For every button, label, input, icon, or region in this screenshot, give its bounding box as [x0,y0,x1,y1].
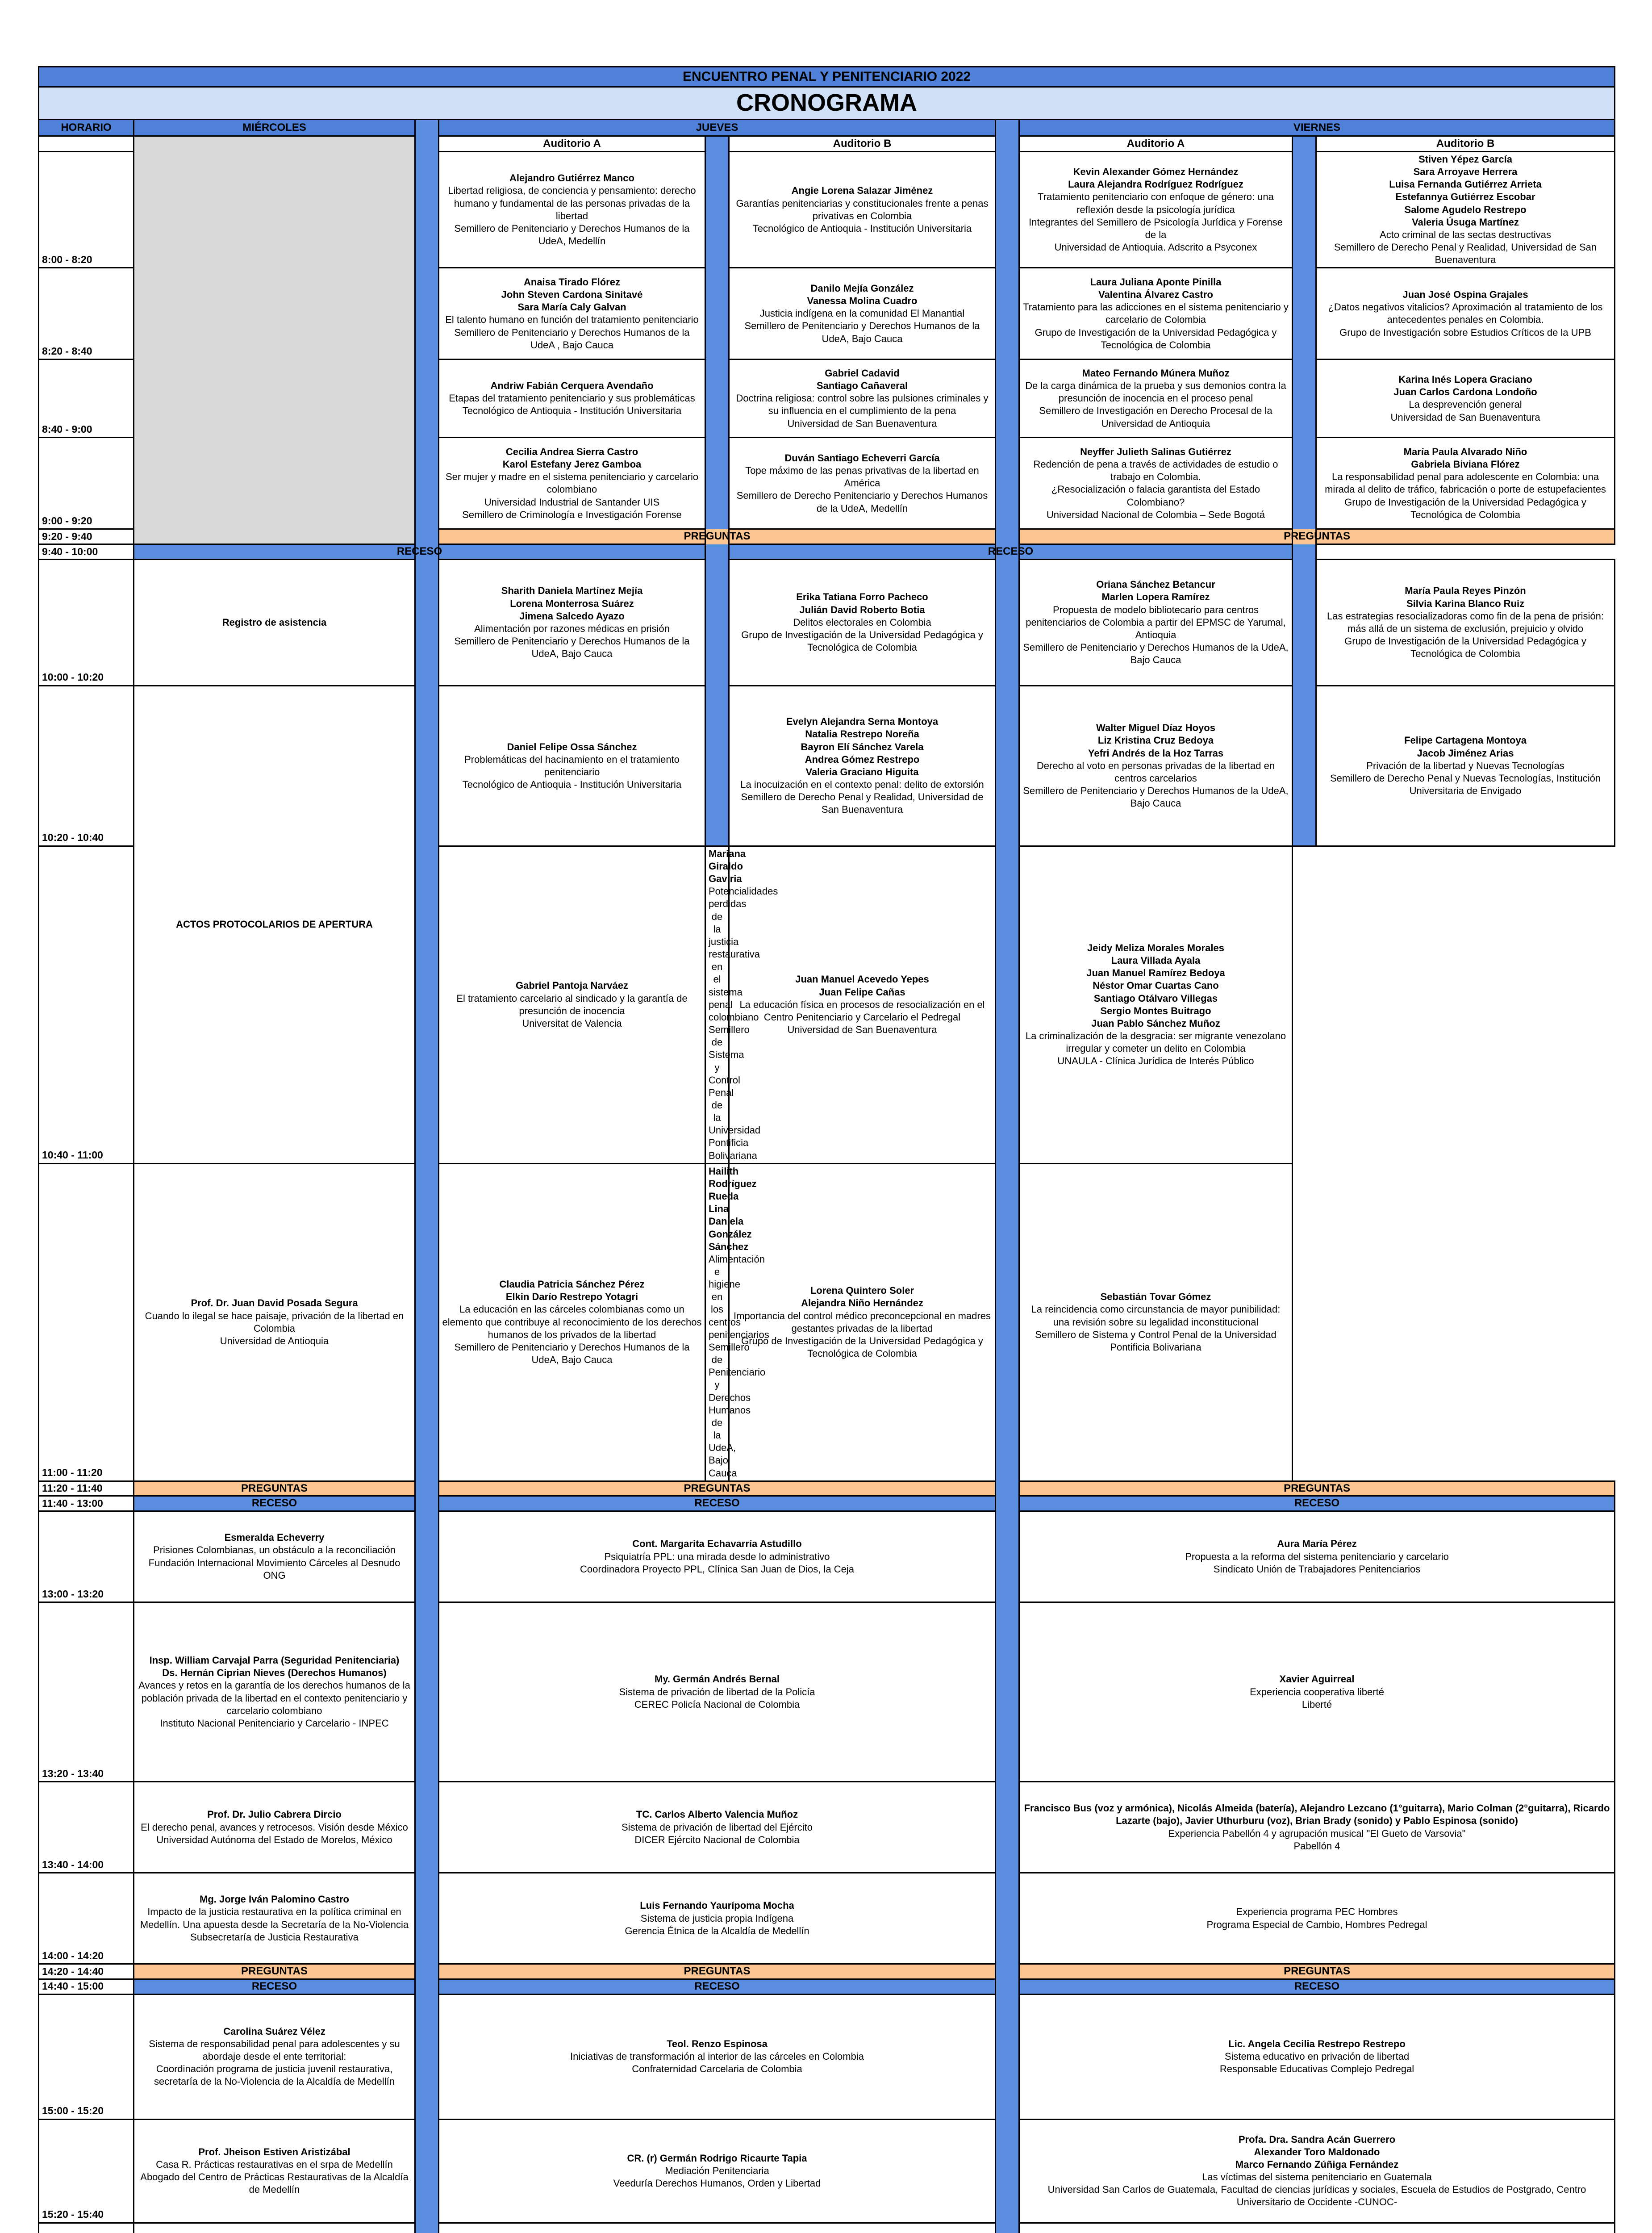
actos-apertura: ACTOS PROTOCOLARIOS DE APERTURA [134,686,415,1163]
thu-aud-b-talk [729,152,996,268]
thu-aud-b-talk [705,846,778,1163]
schedule-row [39,1994,1615,2119]
thu-talk [439,1511,996,1602]
thu-rec: RECESO [134,544,705,560]
thu-talk [439,1602,996,1782]
talk-details: Avances y retos en la garantía de los derechos humanos de la población privada de la libertad en el contexto penitenciario y carcelario colombiano Instituto Nacional Penitenciario y Carcelario - INPEC [138,1680,410,1729]
speaker-names: CR. (r) Germán Rodrigo Ricaurte Tapia [627,2152,807,2164]
talk-details: Ser mujer y madre en el sistema penitenciario y carcelario colombiano Universidad Industrial de Santander UIS Semillero de Criminología e Investigación Forense [445,471,699,520]
talk-details: La criminalización de la desgracia: ser migrante venezolano irregular y cometer un delito en Colombia UNAULA - Clínica Jurídica de Interés Público [1025,1030,1286,1067]
col-miercoles: MIÉRCOLES [134,120,415,136]
schedule-row [39,2119,1615,2223]
talk-details: Sistema de privación de libertad de la Policía CEREC Policía Nacional de Colombia [619,1686,815,1710]
speaker-names: Cecilia Andrea Sierra Castro Karol Estefany Jerez Gamboa [502,446,642,470]
wed-talk [134,1602,415,1782]
wed-rec: RECESO [134,1979,415,1994]
col-viernes: VIERNES [1019,120,1615,136]
thu-aud-b-talk [729,686,996,846]
schedule-row [39,1602,1615,1782]
speaker-names: Kevin Alexander Gómez Hernández Laura Alejandra Rodríguez Rodríguez [1068,166,1243,190]
wed-preg: PREGUNTAS [134,1964,415,1979]
time-slot: 11:20 - 11:40 [39,1481,134,1496]
fri-aud-b-talk [1019,1163,1293,1481]
fri-aud-b-talk [1316,360,1615,438]
wed-talk [134,1782,415,1873]
speaker-names: Oriana Sánchez Betancur Marlen Lopera Ramírez [1096,579,1215,603]
wed-talk [134,2119,415,2223]
time-slot [39,2223,134,2233]
schedule-row [39,1964,1615,1979]
fri-aud-a-talk [729,1163,996,1481]
thu-aud-a-talk [439,846,705,1163]
thu-aud-a: Auditorio A [439,136,705,152]
schedule-row [39,1511,1615,1602]
speaker-names: Teol. Renzo Espinosa [667,2038,768,2049]
speaker-names: My. Germán Andrés Bernal [655,1673,780,1685]
thu-aud-b-talk [729,268,996,360]
fri-aud-a-talk [1019,438,1293,529]
schedule-row [39,1873,1615,1964]
fri-aud-b-talk [1316,559,1615,686]
thu-rec: RECESO [439,1979,996,1994]
speaker-names: Juan Manuel Acevedo Yepes Juan Felipe Cañas [795,974,929,998]
day-header-row [39,120,1615,136]
fri-talk [1019,1511,1615,1602]
col-jueves: JUEVES [439,120,996,136]
separator-thu [996,120,1019,2233]
thu-aud-a-talk [439,360,705,438]
fri-aud-a-talk [1019,360,1293,438]
thu-talk [439,1994,996,2119]
thu-preg: PREGUNTAS [439,529,996,544]
auditorium-header-row [39,136,1615,152]
talk-details: Casa R. Prácticas restaurativas en el srpa de Medellín Abogado del Centro de Prácticas Restaurativas de la Alcaldía de Medellín [140,2158,409,2195]
fri-rec: RECESO [1019,1496,1615,1511]
talk-details: ¿Datos negativos vitalicios? Aproximación al tratamiento de los antecedentes penales en Colombia. Grupo de Investigación sobre Estudios Críticos de la UPB [1328,301,1603,338]
talk-details: La responsabilidad penal para adolescente en Colombia: una mirada al delito de tráfico, fabricación o porte de estupefacientes Grupo de Investigación de la Universidad Pedagógica y Tecnológica de Colombia [1325,471,1606,520]
fri-talk [1019,1602,1615,1782]
thu-aud-b-talk [729,559,996,686]
fri-talk [1019,1994,1615,2119]
thu-aud-separator [705,136,729,846]
speaker-names: Angie Lorena Salazar Jiménez [791,185,933,197]
time-slot: 10:00 - 10:20 [39,559,134,686]
thu-preg: PREGUNTAS [439,1964,996,1979]
talk-details: Propuesta de modelo bibliotecario para centros penitenciarios de Colombia a partir del EPMSC de Yarumal, Antioquia Semillero de Penitenciario y Derechos Humanos de la UdeA, Bajo Cauca [1023,604,1289,666]
fri-talk [1019,1873,1615,1964]
time-slot: 15:20 - 15:40 [39,2119,134,2223]
talk-details: Importancia del control médico preconcepcional en madres gestantes privadas de la libertad Grupo de Investigación de la Universidad Pedagógica y Tecnológica de Colombia [734,1310,991,1359]
speaker-names: Prof. Dr. Juan David Posada Segura [191,1297,358,1309]
col-horario: HORARIO [39,120,134,136]
fri-aud-b-talk [1316,438,1615,529]
thu-aud-b: Auditorio B [729,136,996,152]
speaker-names: Cont. Margarita Echavarría Astudillo [632,1538,802,1550]
fri-aud-a-talk [1019,152,1293,268]
wed-talk [134,2223,415,2233]
thu-talk [439,2119,996,2223]
schedule-row [39,1496,1615,1511]
speaker-names: Daniel Felipe Ossa Sánchez [507,741,637,753]
thu-aud-b-talk [729,360,996,438]
speaker-names: Hailith Rodríguez Rueda Lina Daniela González Sánchez [709,1165,757,1252]
talk-details: Cuando lo ilegal se hace paisaje, privación de la libertad en Colombia Universidad de Antioquia [145,1310,404,1346]
time-slot: 14:00 - 14:20 [39,1873,134,1964]
speaker-names: Prof. Dr. Julio Cabrera Dircio [207,1809,342,1820]
wed-talk [134,1873,415,1964]
speaker-names: Prof. Jheison Estiven Aristizábal [198,2146,350,2158]
talk-details: Sistema educativo en privación de libertad Responsable Educativas Complejo Pedregal [1219,2050,1414,2075]
talk-details: La educación física en procesos de resocialización en el Centro Penitenciario y Carcelario el Pedregal Universidad de San Buenaventura [739,999,985,1036]
wed-rec: RECESO [134,1496,415,1511]
fri-preg: PREGUNTAS [1019,1481,1615,1496]
event-title-row [39,67,1615,87]
schedule-row [39,2223,1615,2233]
fri-talk [1019,2119,1615,2223]
speaker-names: Mg. Jorge Iván Palomino Castro [200,1894,349,1905]
fri-aud-separator [1293,136,1316,846]
talk-details: El tratamiento carcelario al sindicado y la garantía de presunción de inocencia Universitat de Valencia [456,992,688,1029]
page-title: CRONOGRAMA [39,87,1615,120]
fri-aud-a: Auditorio A [1019,136,1293,152]
speaker-names: Esmeralda Echeverry [224,1532,325,1543]
speaker-names: Gabriel Cadavid Santiago Cañaveral [816,368,908,392]
speaker-names: Sharith Daniela Martínez Mejía Lorena Monterrosa Suárez Jimena Salcedo Ayazo [501,585,643,622]
talk-details: Alimentación por razones médicas en prisión Semillero de Penitenciario y Derechos Humanos de la UdeA, Bajo Cauca [454,623,690,660]
talk-details: La educación en las cárceles colombianas como un elemento que contribuye al reconocimiento de los derechos humanos de los privados de la libertad Semillero de Penitenciario y Derechos Humanos de la UdeA, Bajo Cauca [442,1304,702,1366]
talk-details: Delitos electorales en Colombia Grupo de Investigación de la Universidad Pedagógica y Tecnológica de Colombia [741,616,983,653]
time-slot: 10:40 - 11:00 [39,846,134,1163]
speaker-names: María Paula Alvarado Niño Gabriela Biviana Flórez [1403,446,1527,470]
separator-wed [415,120,439,2233]
talk-details: Experiencia Pabellón 4 y agrupación musical "El Gueto de Varsovia" Pabellón 4 [1168,1827,1466,1852]
talk-details: Redención de pena a través de actividades de estudio o trabajo en Colombia. ¿Resocialización o falacia garantista del Estado Colombiano? Universidad Nacional de Colombia – Sede Bogotá [1033,459,1278,520]
schedule-row [39,1163,1615,1481]
speaker-names: TC. Carlos Alberto Valencia Muñoz [636,1809,798,1820]
talk-details: Psiquiatría PPL: una mirada desde lo administrativo Coordinadora Proyecto PPL, Clínica San Juan de Dios, la Ceja [580,1551,854,1575]
talk-details: Iniciativas de transformación al interior de las cárceles en Colombia Confraternidad Carcelaria de Colombia [570,2050,864,2075]
fri-rec: RECESO [729,544,1293,560]
wed-preg: PREGUNTAS [134,1481,415,1496]
time-slot: 15:00 - 15:20 [39,1994,134,2119]
schedule-row [39,1481,1615,1496]
time-slot: 14:20 - 14:40 [39,1964,134,1979]
cronograma-row [39,87,1615,120]
speaker-names: Erika Tatiana Forro Pacheco Julián David Roberto Botia [796,591,928,615]
talk-details: Doctrina religiosa: control sobre las pulsiones criminales y su influencia en el cumplimiento de la pena Universidad de San Buenaventura [736,393,989,429]
talk-details: El derecho penal, avances y retrocesos. Visión desde México Universidad Autónoma del Estado de Morelos, México [141,1821,408,1845]
talk-details: La desprevención general Universidad de San Buenaventura [1390,399,1540,423]
talk-details: Propuesta a la reforma del sistema penitenciario y carcelario Sindicato Unión de Trabajadores Penitenciarios [1185,1551,1449,1575]
speaker-names: Luis Fernando Yaurípoma Mocha [640,1900,794,1911]
wed-morning-gray [134,136,415,544]
thu-aud-a-talk [439,686,705,846]
speaker-names: Carolina Suárez Vélez [223,2025,325,2037]
speaker-names: Walter Miguel Díaz Hoyos Liz Kristina Cruz Bedoya Yefri Andrés de la Hoz Tarras [1088,722,1224,759]
talk-details: Libertad religiosa, de conciencia y pensamiento: derecho humano y fundamental de las personas privadas de la libertad Semillero de Penitenciario y Derechos Humanos de la UdeA, Medellín [448,185,696,247]
talk-details: Experiencia programa PEC Hombres Programa Especial de Cambio, Hombres Pedregal [1206,1906,1427,1930]
talk-details: Tratamiento para las adicciones en el sistema penitenciario y carcelario de Colombia Grupo de Investigación de la Universidad Pedagógica y Tecnológica de Colombia [1023,301,1289,351]
fri-aud-a-talk [1019,686,1293,846]
time-slot: 13:00 - 13:20 [39,1511,134,1602]
talk-details: Privación de la libertad y Nuevas Tecnologías Semillero de Derecho Penal y Nuevas Tecnologías, Institución Universitaria de Envigado [1330,760,1601,797]
schedule-row [39,1979,1615,1994]
speaker-names: Francisco Bus (voz y armónica), Nicolás Almeida (batería), Alejandro Lezcano (1°guitarra), Mario Colman (2°guitarra), Ricardo Lazarte (bajo), Javier Uthurburu (voz), Brian Brady (sonido) y Pablo Espinosa (sonido) [1024,1802,1610,1827]
speaker-names: Aura María Pérez [1277,1538,1357,1550]
talk-details: Prisiones Colombianas, un obstáculo a la reconciliación Fundación Internacional Movimiento Cárceles al Desnudo ONG [148,1544,400,1581]
speaker-names: Laura Juliana Aponte Pinilla Valentina Álvarez Castro [1090,276,1222,301]
talk-details: Sistema de responsabilidad penal para adolescentes y su abordaje desde el ente territorial: Coordinación programa de justicia juvenil restaurativa, secretaría de la No-Violencia de la Alcaldía de Medellín [149,2038,400,2087]
time-slot: 9:00 - 9:20 [39,438,134,529]
thu-preg: PREGUNTAS [439,1481,996,1496]
time-slot: 8:40 - 9:00 [39,360,134,438]
schedule-row [39,686,1615,846]
fri-aud-a-talk [1019,268,1293,360]
talk-details: Impacto de la justicia restaurativa en la política criminal en Medellín. Una apuesta desde la Secretaría de la No-Violencia Subsecretaría de Justicia Restaurativa [140,1906,409,1943]
speaker-names: Anaisa Tirado Flórez John Steven Cardona Sinitavé Sara María Caly Galvan [501,276,643,313]
schedule-table [38,66,1615,2233]
talk-details: Tope máximo de las penas privativas de la libertad en América Semillero de Derecho Penitenciario y Derechos Humanos de la UdeA, Medellín [736,465,988,514]
time-slot: 10:20 - 10:40 [39,686,134,846]
thu-aud-a-talk [439,438,705,529]
fri-aud-b-talk [1316,686,1615,846]
speaker-names: Lic. Angela Cecilia Restrepo Restrepo [1228,2038,1406,2049]
speaker-names: Duván Santiago Echeverri García [784,452,940,464]
talk-details: Acto criminal de las sectas destructivas Semillero de Derecho Penal y Realidad, Universidad de San Buenaventura [1334,229,1597,266]
talk-details: Derecho al voto en personas privadas de la libertad en centros carcelarios Semillero de Penitenciario y Derechos Humanos de la UdeA, Bajo Cauca [1023,760,1289,809]
speaker-names: Jeidy Meliza Morales Morales Laura Villada Ayala Juan Manuel Ramírez Bedoya Néstor Omar Cuartas Cano Santiago Otálvaro Villegas Sergio Montes Buitrago Juan Pablo Sánchez Muñoz [1086,942,1225,1029]
talk-details: La inocuización en el contexto penal: delito de extorsión Semillero de Derecho Penal y Realidad, Universidad de San Buenaventura [740,779,984,815]
speaker-names: Lorena Quintero Soler Alejandra Niño Hernández [801,1285,923,1309]
schedule-sheet [38,66,1614,2233]
talk-details: Experiencia cooperativa liberté Liberté [1250,1686,1384,1710]
thu-aud-a-talk [439,559,705,686]
wed-talk [134,1163,415,1481]
time-slot: 8:20 - 8:40 [39,268,134,360]
speaker-names: Sebastián Tovar Gómez [1100,1291,1211,1303]
fri-aud-a-talk [1019,559,1293,686]
speaker-names: Karina Inés Lopera Graciano Juan Carlos Cardona Londoño [1393,374,1537,398]
fri-aud-b-talk [1316,152,1615,268]
thu-aud-a-talk [439,268,705,360]
speaker-names: Mariana Giraldo Gaviria [709,848,746,885]
speaker-names: Juan José Ospina Grajales [1402,289,1528,301]
time-slot: 13:40 - 14:00 [39,1782,134,1873]
empty-sub [39,136,134,152]
fri-rec: RECESO [1019,1979,1615,1994]
time-slot: 11:40 - 13:00 [39,1496,134,1511]
speaker-names: Gabriel Pantoja Narváez [516,980,628,991]
thu-aud-a-talk [439,1163,705,1481]
schedule-row [39,559,1615,686]
speaker-names: Xavier Aguirreal [1279,1673,1355,1685]
speaker-names: Mateo Fernando Múnera Muñoz [1082,368,1230,379]
thu-aud-b-talk [729,438,996,529]
speaker-names: Felipe Cartagena Montoya Jacob Jiménez Arias [1404,735,1527,759]
talk-details: Sistema de privación de libertad del Ejército DICER Ejército Nacional de Colombia [621,1821,813,1845]
schedule-row [39,544,1615,560]
thu-rec: RECESO [439,1496,996,1511]
fri-talk [1019,1782,1615,1873]
talk-details: El talento humano en función del tratamiento penitenciario Semillero de Penitenciario y Derechos Humanos de la UdeA , Bajo Cauca [445,314,699,351]
speaker-names: Alejandro Gutiérrez Manco [509,172,634,184]
thu-talk [439,2223,996,2233]
fri-aud-b: Auditorio B [1316,136,1615,152]
talk-details: Sistema de justicia propia Indígena Gerencia Étnica de la Alcaldía de Medellín [625,1912,809,1936]
fri-preg: PREGUNTAS [1019,1964,1615,1979]
fri-aud-b-talk [1019,846,1293,1163]
registro-asistencia: Registro de asistencia [134,559,415,686]
thu-talk [439,1782,996,1873]
speaker-names: Andriw Fabián Cerquera Avendaño [490,380,654,392]
talk-details: Potencialidades perdidas de la justicia restaurativa en el sistema penal colombiano Semillero de Sistema y Control Penal de la Universidad Pontificia Bolivariana [709,886,778,1161]
time-slot: 11:00 - 11:20 [39,1163,134,1481]
talk-details: Justicia indígena en la comunidad El Manantial Semillero de Penitenciario y Derechos Humanos de la UdeA, Bajo Cauca [744,308,980,344]
fri-aud-b-talk [1316,268,1615,360]
talk-details: Tratamiento penitenciario con enfoque de género: una reflexión desde la psicología jurídica Integrantes del Semillero de Psicología Jurídica y Forense de la Universidad de Antioquia. Adscrito a Psyconex [1029,191,1283,253]
wed-talk [134,1511,415,1602]
talk-details: Alimentación e higiene en los centros penitenciarios Semillero de Penitenciario y Derechos Humanos de la UdeA, Bajo Cauca [709,1253,769,1479]
talk-details: Mediación Penitenciaria Veeduría Derechos Humanos, Orden y Libertad [613,2165,821,2189]
time-slot: 8:00 - 8:20 [39,152,134,268]
speaker-names: Danilo Mejía González Vanessa Molina Cuadro [807,283,918,307]
speaker-names: Claudia Patricia Sánchez Pérez Elkin Darío Restrepo Yotagri [499,1279,645,1303]
talk-details: Problemáticas del hacinamiento en el tratamiento penitenciario Tecnológico de Antioquia - Institución Universitaria [462,753,682,790]
talk-details: Etapas del tratamiento penitenciario y sus problemáticas Tecnológico de Antioquia - Institución Universitaria [449,393,695,417]
schedule-row [39,1782,1615,1873]
time-slot: 9:20 - 9:40 [39,529,134,544]
speaker-names: Neyffer Julieth Salinas Gutiérrez [1080,446,1231,457]
speaker-names: Insp. William Carvajal Parra (Seguridad Penitenciaria) Ds. Hernán Ciprian Nieves (Derechos Humanos) [149,1655,400,1679]
talk-details: Las víctimas del sistema penitenciario en Guatemala Universidad San Carlos de Guatemala, Facultad de ciencias jurídicas y sociales, Escuela de Estudios de Postgrado, Centro Universitario de Occidente -CUNOC- [1047,2171,1586,2208]
talk-details: De la carga dinámica de la prueba y sus demonios contra la presunción de inocencia en el proceso penal Semillero de Investigación en Derecho Procesal de la Universidad de Antioquia [1025,380,1286,429]
talk-details: Las estrategias resocializadoras como fin de la pena de prisión: más allá de un sistema de exclusión, prejuicio y olvido Grupo de Investigación de la Universidad Pedagógica y Tecnológica de Colombia [1327,610,1604,660]
fri-preg: PREGUNTAS [1019,529,1615,544]
thu-aud-a-talk [439,152,705,268]
speaker-names: Stiven Yépez García Sara Arroyave Herrera Luisa Fernanda Gutiérrez Arrieta Estefannya Gutiérrez Escobar Salome Agudelo Restrepo Valeria Úsuga Martínez [1389,154,1542,228]
thu-talk [439,1873,996,1964]
speaker-names: María Paula Reyes Pinzón Silvia Karina Blanco Ruiz [1405,585,1526,609]
event-title: ENCUENTRO PENAL Y PENITENCIARIO 2022 [39,67,1615,87]
talk-details: Garantías penitenciarias y constitucionales frente a penas privativas en Colombia Tecnológico de Antioquia - Institución Universitaria [736,197,989,234]
speaker-names: Evelyn Alejandra Serna Montoya Natalia Restrepo Noreña Bayron Elí Sánchez Varela Andrea Gómez Restrepo Valeria Graciano Higuita [786,716,939,778]
fri-talk [1019,2223,1615,2233]
time-slot: 14:40 - 15:00 [39,1979,134,1994]
wed-talk [134,1994,415,2119]
time-slot: 13:20 - 13:40 [39,1602,134,1782]
speaker-names: Profa. Dra. Sandra Acán Guerrero Alexander Toro Maldonado Marco Fernando Zúñiga Fernández [1235,2133,1399,2170]
thu-aud-b-talk [705,1163,769,1481]
talk-details: La reincidencia como circunstancia de mayor punibilidad: una revisión sobre su legalidad inconstitucional Semillero de Sistema y Control Penal de la Universidad Pontificia Bolivariana [1031,1304,1281,1353]
time-slot: 9:40 - 10:00 [39,544,134,560]
